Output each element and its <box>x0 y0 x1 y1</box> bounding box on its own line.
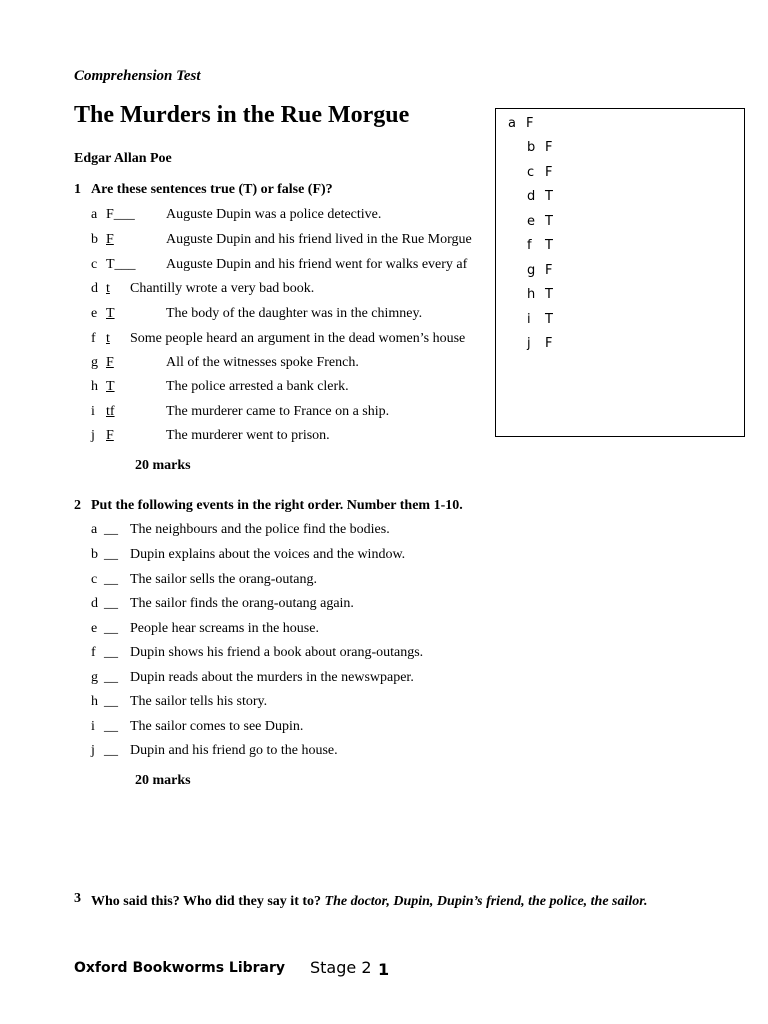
q1-item-text: Some people heard an argument in the dead women’s house <box>130 331 466 346</box>
q2-item-text: The sailor finds the orang-outang again. <box>130 596 354 611</box>
answer-box-item <box>527 287 553 302</box>
answer-box-item <box>527 165 552 180</box>
answer-value: T <box>545 214 553 229</box>
answer-letter: g <box>527 263 536 278</box>
question-1-marks: 20 marks <box>135 458 191 473</box>
question-1-text: Are these sentences true (T) or false (F)? <box>91 182 333 197</box>
answer-box <box>495 108 745 437</box>
q1-item-text: All of the witnesses spoke French. <box>166 355 359 370</box>
q2-item-blank[interactable]: __ <box>104 670 118 685</box>
q2-item-text: Dupin and his friend go to the house. <box>130 743 338 758</box>
q1-item-label: a <box>91 207 98 222</box>
question-3-options: The doctor, Dupin, Dupin’s friend, the police, the sailor. <box>324 894 648 909</box>
answer-box-item <box>527 263 552 278</box>
q2-item-text: The sailor comes to see Dupin. <box>130 719 304 734</box>
q2-item-blank[interactable]: __ <box>104 694 118 709</box>
q2-item-label: d <box>91 596 98 611</box>
q1-item-answer[interactable]: F___ <box>106 207 135 222</box>
q2-item-label: e <box>91 621 98 636</box>
q1-item-text: Auguste Dupin was a police detective. <box>166 207 382 222</box>
footer-stage: Stage 2 <box>310 958 372 977</box>
q2-item-label: h <box>91 694 98 709</box>
answer-letter: f <box>527 238 532 253</box>
answer-box-item <box>527 214 553 229</box>
q1-item-answer[interactable]: F <box>106 232 114 247</box>
q2-item-blank[interactable]: __ <box>104 719 118 734</box>
answer-box-item <box>527 140 552 155</box>
answer-letter: j <box>527 336 531 351</box>
answer-box-item <box>527 336 552 351</box>
answer-value: F <box>545 140 553 155</box>
q2-item-text: The sailor tells his story. <box>130 694 268 709</box>
answer-letter: i <box>527 312 531 327</box>
q2-item-text: The neighbours and the police find the bodies. <box>130 522 390 537</box>
answer-box-item <box>527 238 553 253</box>
answer-value: T <box>545 287 553 302</box>
q1-item-text: The body of the daughter was in the chimney. <box>166 306 423 321</box>
q1-item-answer[interactable]: t <box>106 281 110 296</box>
q1-item-label: e <box>91 306 98 321</box>
q2-item-text: People hear screams in the house. <box>130 621 319 636</box>
answer-letter: a <box>508 116 516 131</box>
q2-item-blank[interactable]: __ <box>104 522 118 537</box>
q2-item-label: i <box>91 719 95 734</box>
q1-item-label: j <box>91 428 95 443</box>
q1-item-text: Chantilly wrote a very bad book. <box>130 281 315 296</box>
q1-item-text: Auguste Dupin and his friend lived in the Rue Morgue <box>166 232 472 247</box>
q2-item-blank[interactable]: __ <box>104 547 118 562</box>
page-title: The Murders in the Rue Morgue <box>74 102 410 128</box>
author-name: Edgar Allan Poe <box>74 151 172 166</box>
answer-box-item <box>527 312 553 327</box>
answer-value: F <box>545 165 553 180</box>
answer-box-item <box>527 189 553 204</box>
q2-item-label: j <box>91 743 95 758</box>
question-3-number: 3 <box>74 891 81 906</box>
footer-library: Oxford Bookworms Library <box>74 960 286 976</box>
q2-item-text: Dupin explains about the voices and the window. <box>130 547 406 562</box>
q1-item-text: The murderer went to prison. <box>166 428 330 443</box>
q2-item-blank[interactable]: __ <box>104 645 118 660</box>
q2-item-blank[interactable]: __ <box>104 596 118 611</box>
q2-item-label: a <box>91 522 98 537</box>
q1-item-answer[interactable]: tf <box>106 404 115 419</box>
q1-item-label: h <box>91 379 98 394</box>
answer-value: T <box>545 312 553 327</box>
answer-value: F <box>545 263 553 278</box>
q2-item-blank[interactable]: __ <box>104 572 118 587</box>
answer-letter: b <box>527 140 536 155</box>
question-3-text <box>91 890 695 914</box>
answer-value: F <box>545 336 553 351</box>
q1-item-text: The police arrested a bank clerk. <box>166 379 349 394</box>
q1-item-text: Auguste Dupin and his friend went for walks every af <box>166 257 468 272</box>
q1-item-answer[interactable]: F <box>106 428 114 443</box>
q2-item-blank[interactable]: __ <box>104 621 118 636</box>
answer-letter: e <box>527 214 535 229</box>
answer-box-item <box>508 116 533 131</box>
footer-page-number: 1 <box>378 960 390 979</box>
q1-item-label: d <box>91 281 98 296</box>
q1-item-text: The murderer came to France on a ship. <box>166 404 390 419</box>
q1-item-label: c <box>91 257 98 272</box>
answer-value: F <box>526 116 534 131</box>
answer-value: T <box>545 189 553 204</box>
q2-item-label: b <box>91 547 98 562</box>
question-3-prompt: Who said this? Who did they say it to? <box>91 894 322 909</box>
q2-item-text: The sailor sells the orang-outang. <box>130 572 318 587</box>
q2-item-label: c <box>91 572 98 587</box>
q1-item-answer[interactable]: F <box>106 355 114 370</box>
question-2-text: Put the following events in the right order. Number them 1-10. <box>91 498 463 513</box>
q1-item-answer[interactable]: T <box>106 379 115 394</box>
q1-item-answer[interactable]: T <box>106 306 115 321</box>
q2-item-text: Dupin shows his friend a book about orang-outangs. <box>130 645 424 660</box>
q2-item-blank[interactable]: __ <box>104 743 118 758</box>
q2-item-label: f <box>91 645 96 660</box>
answer-value: T <box>545 238 553 253</box>
answer-letter: c <box>527 165 535 180</box>
q1-item-label: f <box>91 331 96 346</box>
answer-letter: d <box>527 189 536 204</box>
q1-item-label: g <box>91 355 98 370</box>
answer-letter: h <box>527 287 536 302</box>
test-subtitle: Comprehension Test <box>74 68 201 84</box>
q1-item-answer[interactable]: T___ <box>106 257 136 272</box>
question-2-number: 2 <box>74 498 81 513</box>
question-1-number: 1 <box>74 182 81 197</box>
q2-item-label: g <box>91 670 98 685</box>
q1-item-label: i <box>91 404 95 419</box>
q1-item-answer[interactable]: t <box>106 331 110 346</box>
q1-item-label: b <box>91 232 98 247</box>
q2-item-text: Dupin reads about the murders in the newswpaper. <box>130 670 414 685</box>
question-2-marks: 20 marks <box>135 773 191 788</box>
